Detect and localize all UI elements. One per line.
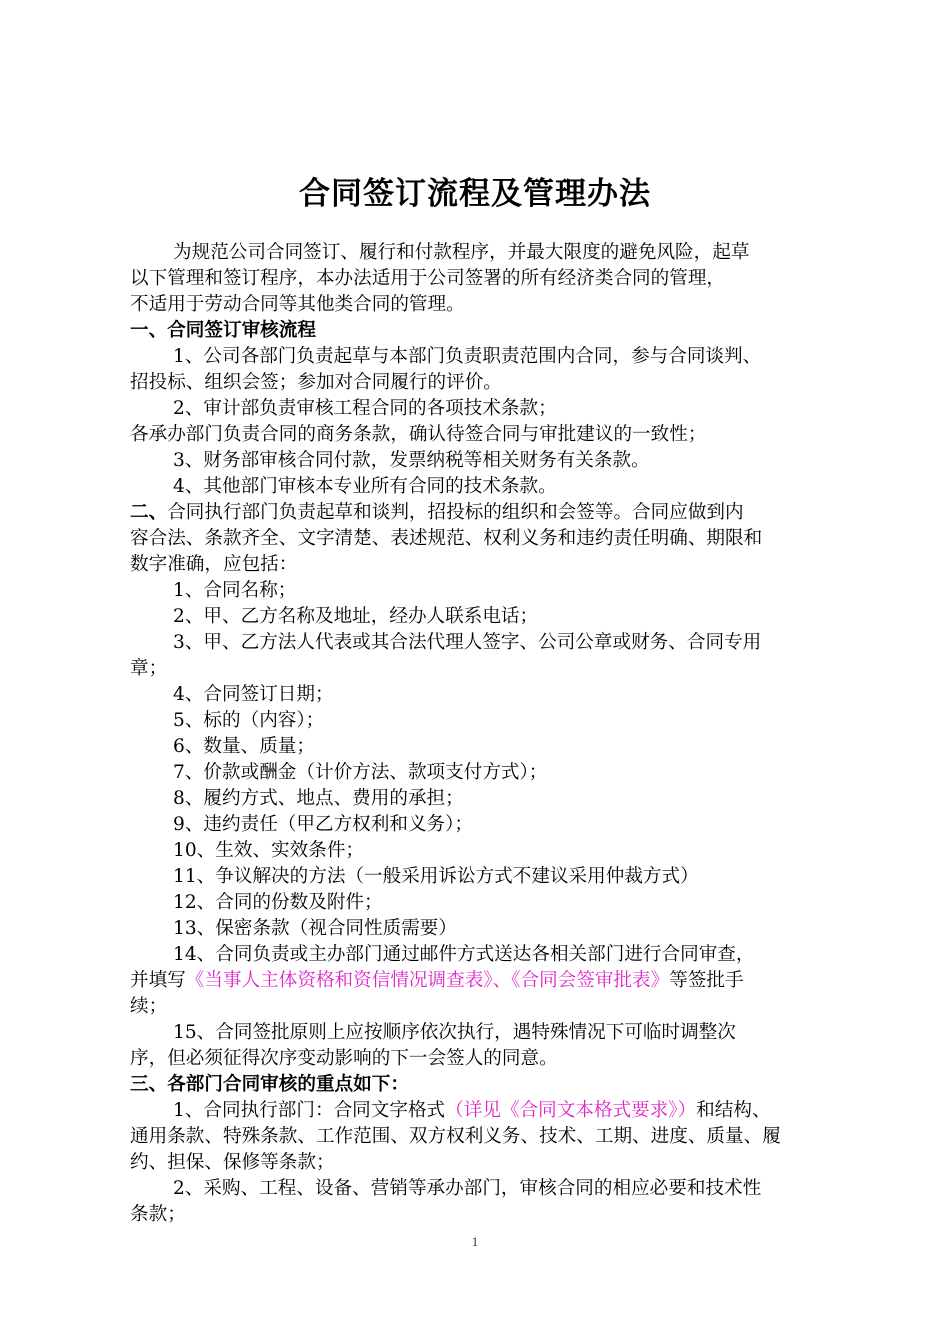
section1-line: 招投标、组织会签；参加对合同履行的评价。 xyxy=(130,372,502,393)
section-heading-1: 一、合同签订审核流程 xyxy=(130,320,316,341)
list-item: 9、违约责任（甲乙方权利和义务）； xyxy=(173,814,474,835)
item14-text: 等签批手 xyxy=(669,970,744,991)
list-item-continuation: 通用条款、特殊条款、工作范围、双方权利义务、技术、工期、进度、质量、履 xyxy=(130,1126,781,1147)
section1-line: 各承办部门负责合同的商务条款，确认待签合同与审批建议的一致性； xyxy=(130,424,707,445)
format-reference-link: （详见《合同文本格式要求》） xyxy=(445,1100,697,1121)
list-item-continuation: 条款； xyxy=(130,1204,186,1225)
list-item: 13、保密条款（视合同性质需要） xyxy=(173,918,457,939)
document-title: 合同签订流程及管理办法 xyxy=(299,176,651,212)
intro-line: 不适用于劳动合同等其他类合同的管理。 xyxy=(130,294,465,315)
list-item xyxy=(130,1098,845,1124)
section2-intro-line xyxy=(130,500,845,526)
section1-line: 2、审计部负责审核工程合同的各项技术条款； xyxy=(173,398,557,419)
list-item: 3、甲、乙方法人代表或其合法代理人签字、公司公章或财务、合同专用 xyxy=(173,632,762,653)
list-item: 14、合同负责或主办部门通过邮件方式送达各相关部门进行合同审查， xyxy=(173,944,755,965)
page-number: 1 xyxy=(471,1234,479,1249)
section1-line: 4、其他部门审核本专业所有合同的技术条款。 xyxy=(173,476,557,497)
form-reference-link: 《当事人主体资格和资信情况调查表》、《合同会签审批表》 xyxy=(185,970,670,991)
list-item-continuation: 序，但必须征得次序变动影响的下一会签人的同意。 xyxy=(130,1048,558,1069)
list-item: 11、争议解决的方法（一般采用诉讼方式不建议采用仲裁方式） xyxy=(173,866,699,887)
section1-line: 3、财务部审核合同付款，发票纳税等相关财务有关条款。 xyxy=(173,450,650,471)
item1-text: 1、合同执行部门：合同文字格式 xyxy=(173,1100,446,1121)
item14-text: 并填写 xyxy=(130,970,186,991)
list-item-continuation: 约、担保、保修等条款； xyxy=(130,1152,335,1173)
list-item: 2、采购、工程、设备、营销等承办部门，审核合同的相应必要和技术性 xyxy=(173,1178,762,1199)
list-item: 6、数量、质量； xyxy=(173,736,315,757)
intro-line: 为规范公司合同签订、履行和付款程序，并最大限度的避免风险，起草 xyxy=(173,242,750,263)
section2-intro-text: 合同执行部门负责起草和谈判，招投标的组织和会签等。合同应做到内 xyxy=(167,502,744,523)
intro-line: 以下管理和签订程序，本办法适用于公司签署的所有经济类合同的管理， xyxy=(130,268,726,289)
item1-text: 和结构、 xyxy=(696,1100,771,1121)
section2-intro-line: 数字准确，应包括： xyxy=(130,554,298,575)
section-heading-3: 三、各部门合同审核的重点如下： xyxy=(130,1074,409,1095)
list-item: 7、价款或酬金（计价方法、款项支付方式）； xyxy=(173,762,548,783)
section2-intro-line: 容合法、条款齐全、文字清楚、表述规范、权利义务和违约责任明确、期限和 xyxy=(130,528,763,549)
list-item: 4、合同签订日期； xyxy=(173,684,334,705)
list-item: 1、合同名称； xyxy=(173,580,297,601)
section-heading-2: 二、 xyxy=(130,502,168,523)
list-item: 12、合同的份数及附件； xyxy=(173,892,383,913)
document-body xyxy=(130,240,845,1228)
list-item-continuation xyxy=(130,968,845,994)
list-item: 15、合同签批原则上应按顺序依次执行，遇特殊情况下可临时调整次 xyxy=(173,1022,736,1043)
list-item: 2、甲、乙方名称及地址，经办人联系电话； xyxy=(173,606,539,627)
list-item-continuation: 续； xyxy=(130,996,168,1017)
list-item: 8、履约方式、地点、费用的承担； xyxy=(173,788,464,809)
list-item: 10、生效、实效条件； xyxy=(173,840,365,861)
section1-line: 1、公司各部门负责起草与本部门负责职责范围内合同，参与合同谈判、 xyxy=(173,346,762,367)
list-item: 5、标的（内容）； xyxy=(173,710,325,731)
list-item-continuation: 章； xyxy=(130,658,168,679)
